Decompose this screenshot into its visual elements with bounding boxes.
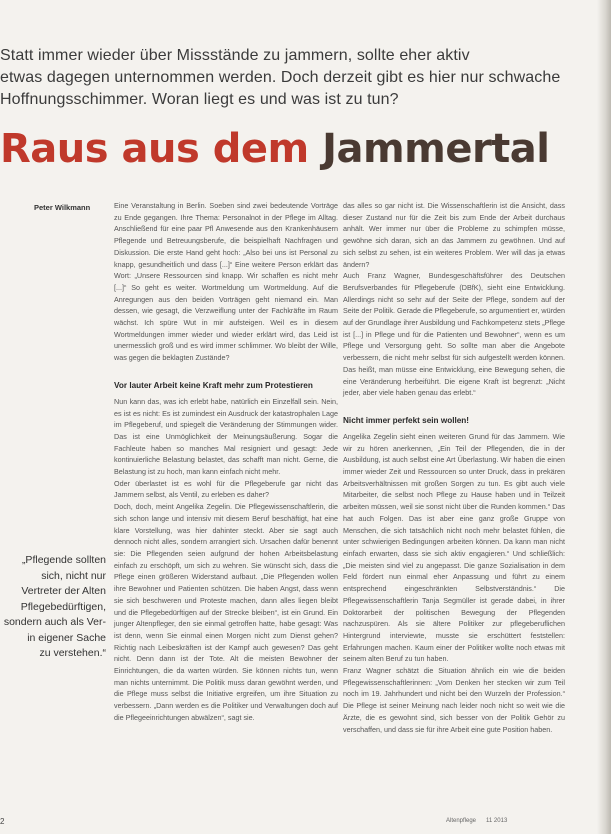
pull-quote xyxy=(0,553,106,662)
column-1-subhead: Vor lauter Arbeit keine Kraft mehr zum Protestieren xyxy=(114,380,313,390)
pull-quote-line: zu verstehen.“ xyxy=(39,647,106,659)
page-footer xyxy=(446,818,517,824)
pull-quote-line: sondern auch als Ver- xyxy=(3,616,106,628)
body-paragraph: Auch Franz Wagner, Bundesgeschäftsführer des Deutschen Berufsverbandes für Pflegeberufe (DBfK), sieht eine Entwicklung. Allerdings nicht so sehr auf der Seite der Pflege, sondern auf der Seite der Politik. Gerade die Pflegeberufe, so argumentiert er, würden auf der Grundlage ihrer Ausbildung und Fachkompetenz stets „Pflege ist [...] in Pflege und für die Patienten und Bewohner“, wenn es um Pflege und Versorgung geht. So sollte man aber die Angebote verbessern, die nicht mehr selbst für sich aufgestellt werden können. Das heißt, man müsse eine Entwicklung, eine Bewegung sehen, die eine Veränderung herbeiführt. Die eigene Kraft ist begrenzt: „Nicht jeder, aber viele haben genau das erlebt.“ xyxy=(343,271,565,398)
pull-quote-line: „Pflegende sollten xyxy=(21,554,106,566)
magazine-name: Altenpflege xyxy=(446,818,477,824)
lead-line: etwas dagegen unternommen werden. Doch derzeit gibt es hier nur schwache xyxy=(0,69,561,86)
headline-part-1: Raus aus dem xyxy=(0,126,323,172)
issue-number: 11 2013 xyxy=(486,818,508,824)
column-2-subhead: Nicht immer perfekt sein wollen! xyxy=(343,415,470,425)
body-paragraph: Franz Wagner schätzt die Situation ähnlich ein wie die beiden Pflegewissenschaftlerinnen: „Vom Denken her stecken wir zum Teil noch im 19. Jahrhundert und nicht bei den Wurzeln der Profession.“ Die Pflege ist seiner Meinung nach leider noch nicht so weit wie die Ärzte, die es gewohnt sind, sich besser von der Politik Gehör zu verschaffen, und dass sie für ihre Arbeit eine gute Position haben. xyxy=(343,666,565,734)
article-column-1 xyxy=(114,200,338,724)
article-column-2 xyxy=(343,200,565,735)
body-paragraph: Angelika Zegelin sieht einen weiteren Grund für das Jammern. Wie wir zu hören anerkennen, „Ein Teil der Pflegenden, die in der Ausbildung, ist auch selbst eine Art Überlastung. Wir haben die einen immer wieder Zeit und Ressourcen so unter Druck, dass in prekären Arbeitsverhältnissen mit großen Sorgen zu tun. Es gibt auch viele Mitarbeiter, die selbst noch Pflege zu Hause haben und in Teilzeit arbeiten müssen, weil sie sonst nicht über die Runden kommen.“ Das hat auch Folgen. Das ist aber eine ganz große Gruppe von Menschen, die sich tatsächlich nicht noch mehr belastet fühlen, die unter schwierigen Bedingungen arbeiten können. Da kann man nicht einfach erwarten, dass sie sich aktiv engagieren.“ Und schließlich: „Die meisten sind viel zu angepasst. Die ganze Sozialisation in dem Feld fördert nun einmal eher Anpassung und führt zu einem entsprechend eingeschränkten Selbstverständnis.“ Die Pflegewissenschaftlerin Tanja Segmüller ist gerade dabei, in ihrer Doktorarbeit der politischen Bewegung der Pflegenden nachzuspüren. Als sie ältere Politiker zur pflegeberuflichen Hintergrund interviewte, musste sie erschüttert feststellen: Erfahrungen machen. Kaum einer der Politiker wollte noch etwas mit seinem alten Beruf zu tun haben. xyxy=(343,431,565,664)
pull-quote-line: Vertreter der Alten xyxy=(21,585,106,597)
article-lead xyxy=(0,45,560,111)
article-headline xyxy=(0,126,550,172)
pull-quote-line: Pflegebedürftigen, xyxy=(20,600,106,613)
body-paragraph: Nun kann das, was ich erlebt habe, natürlich ein Einzelfall sein. Nein, es ist es nicht: Es ist zumindest ein Ausdruck der katastrophalen Lage im Pflegeberuf, und spiegelt die Veränderung der Stimmungen wider. Das ist eine Unmöglichkeit der Meinungsäußerung. Sogar die Fachleute haben so manches Mal resigniert und gesagt: Jede kontinuierliche Belastung belastet, das schafft man nicht. Gerne, die Belastung ist zu hoch, man kann einfach nicht mehr. xyxy=(114,396,338,477)
page-spine-shadow xyxy=(597,0,611,834)
author-byline: Peter Wilkmann xyxy=(34,203,91,212)
lead-line: Statt immer wieder über Missstände zu jammern, sollte eher aktiv xyxy=(0,47,470,64)
pull-quote-line: sich, nicht nur xyxy=(41,569,106,582)
body-paragraph: Doch, doch, meint Angelika Zegelin. Die Pflegewissenschaftlerin, die sich schon lange und intensiv mit diesem Beruf beschäftigt, hat eine klare Vorstellung, was hier dahinter steckt. Aber sie sagt auch dennoch nicht alles, sondern arrangiert sich. Ursachen dafür benennt sie: Die Pflegenden seien aufgrund der hohen Arbeitsbelastung einfach zu erschöpft, um sich zu wehren. Sie wünscht sich, dass die Pflege einen größeren Widerstand aufbaut. „Die Pflegenden wollen ihre Bewohner und Patienten schützen. Die haben Angst, dass wenn sie sich beschweren und Proteste machen, dann alles liegen bleibt und die Pflegebedürftigen auf der Strecke bleiben“, ist ein Grund. Ein junger Altenpfleger, den sie einmal getroffen hatte, habe gesagt: Was ist denn, wenn Sie einmal einen Morgen nicht zum Dienst gehen? Richtig nach Leibeskräften ist der Kampf auch gewesen? Das geht nicht. Denn dann ist der Tote. Alt die meisten Bewohner der Einrichtungen, die da warten würden. Sie können nichts tun, wenn man nichts unternimmt. Die Politik muss daran gewöhnt werden, und die Pflege muss selbst die Initiative ergreifen, um ihre Situation zu verbessern. „Dann werden es die Politiker und Verwaltungen doch auf die Pflegeeinrichtungen abwälzen“, sagt sie. xyxy=(114,502,338,722)
headline-part-2: Jammertal xyxy=(322,126,550,172)
column-2-intro: das alles so gar nicht ist. Die Wissenschaftlerin ist die Ansicht, dass dieser Zustand nur für die Zeit bis zum Ende der Arbeit durchaus anhält. Wer immer nur über die Probleme zu schimpfen müsse, gewöhne sich daran, sich an das Jammern zu gewöhnen. Und auf sich selbst zu sehen, ist ein weiteres Problem. Wer will das ja etwas ändern? xyxy=(343,201,565,269)
lead-line: Hoffnungsschimmer. Woran liegt es und was ist zu tun? xyxy=(0,91,399,108)
body-paragraph: Oder überlastet ist es wohl für die Pflegeberufe gar nicht das Jammern selbst, als Ventil, zu erleben es daher? xyxy=(114,478,338,500)
pull-quote-line: in eigener Sache xyxy=(27,631,106,644)
page-number: 2 xyxy=(0,817,5,826)
column-1-intro: Eine Veranstaltung in Berlin. Soeben sind zwei bedeutende Vorträge zu Ende gegangen. Ihre Thema: Personalnot in der Pflege im Alltag. Anschließend für eine paar Pfl Anwesende aus den Krankenhäusern Pflegende und Betreuungsberufe, die beispielhaft Nachfragen und Diskussion. Die erste Hand geht hoch: „Also bei uns ist Personal zu knapp, gesundheitlich und dass [...]“ Eine weitere Person erklärt das Wort: „Unsere Ressourcen sind knapp. Wir schaffen es nicht mehr [...]“ So geht es weiter. Wortmeldung um Wortmeldung. Auf die Anregungen aus den beiden Vorträgen geht niemand ein. Man dessen, wie gesagt, die Verzweiflung unter der Fachkräfte im Raum wächst. Ich spüre Wut in mir aufsteigen. Weil es in diesem Wortmeldungen immer wieder und wieder erklärt wird, das Leid ist unermesslich groß und es wird immer schlimmer. Wo bleibt der Wille, was gegen die beklagten Zustände? xyxy=(114,201,338,363)
